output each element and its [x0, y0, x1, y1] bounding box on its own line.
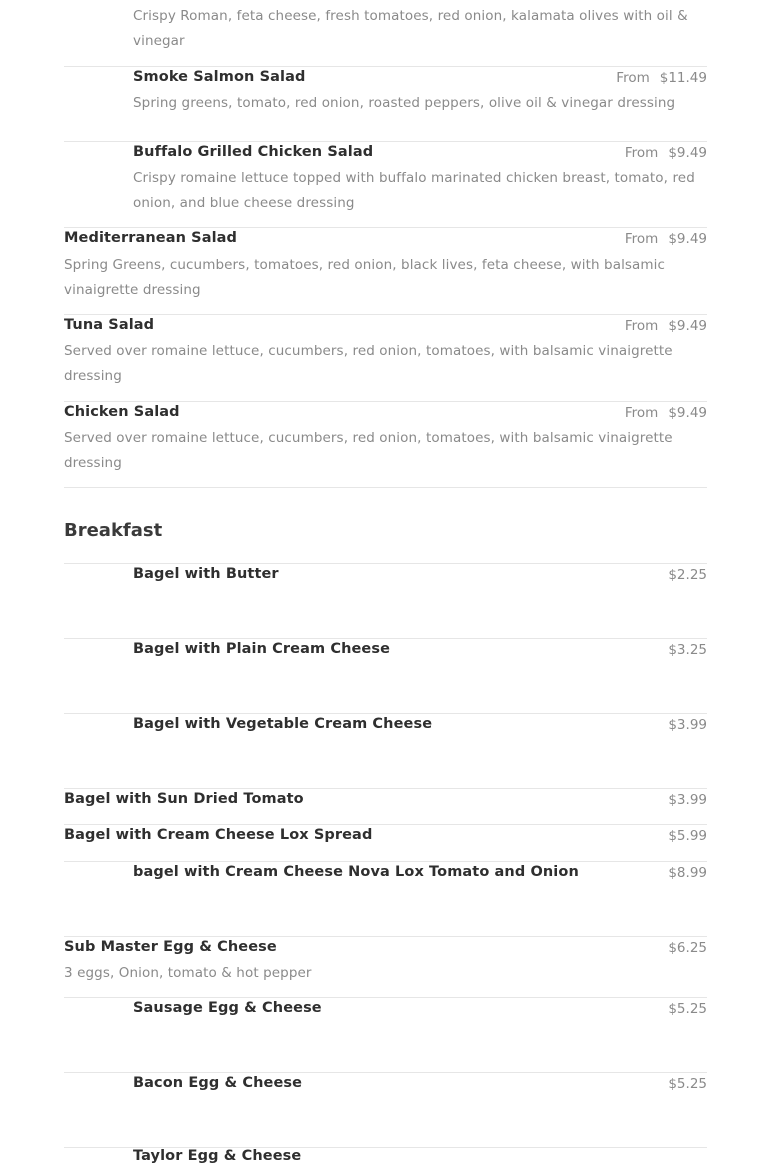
- price-value: $9.49: [668, 145, 707, 161]
- breakfast-7-name[interactable]: Sausage Egg & Cheese: [133, 1000, 322, 1016]
- separator: [64, 563, 707, 564]
- breakfast-2-name[interactable]: Bagel with Vegetable Cream Cheese: [133, 716, 433, 732]
- breakfast-6-name[interactable]: Sub Master Egg & Cheese: [64, 939, 277, 955]
- breakfast-2-price: $3.99: [668, 717, 707, 733]
- salad-1-description: Spring greens, tomato, red onion, roasted peppers, olive oil & vinegar dressing: [133, 95, 676, 111]
- salad-3-name[interactable]: Mediterranean Salad: [64, 230, 238, 246]
- breakfast-1-name[interactable]: Bagel with Plain Cream Cheese: [133, 641, 391, 657]
- salad-4-price: [625, 318, 707, 334]
- price-value: $9.49: [668, 318, 707, 334]
- price-value: $9.49: [668, 231, 707, 247]
- salad-4-description: Served over romaine lettuce, cucumbers, red onion, tomatoes, with balsamic vinaigrette dressing: [64, 343, 673, 384]
- separator: [64, 824, 707, 825]
- salad-5-description: Served over romaine lettuce, cucumbers, red onion, tomatoes, with balsamic vinaigrette dressing: [64, 430, 673, 471]
- from-label: From: [624, 405, 659, 421]
- separator: [64, 788, 707, 789]
- separator: [64, 401, 707, 402]
- breakfast-8-price: $5.25: [668, 1076, 707, 1092]
- breakfast-7-price: $5.25: [668, 1001, 707, 1017]
- salad-5-name[interactable]: Chicken Salad: [64, 404, 180, 420]
- salad-5-price: [625, 405, 707, 421]
- price-value: $11.49: [659, 70, 707, 86]
- separator: [64, 227, 707, 228]
- breakfast-4-price: $5.99: [668, 828, 707, 844]
- salad-0-description: Crispy Roman, feta cheese, fresh tomatoes, red onion, kalamata olives with oil & vinegar: [133, 8, 688, 49]
- salad-1-price: [616, 70, 707, 86]
- breakfast-6-description: 3 eggs, Onion, tomato & hot pepper: [64, 965, 312, 981]
- salad-2-name[interactable]: Buffalo Grilled Chicken Salad: [133, 144, 374, 160]
- section-title-breakfast: Breakfast: [64, 520, 163, 541]
- salad-4-name[interactable]: Tuna Salad: [64, 317, 155, 333]
- price-value: $9.49: [668, 405, 707, 421]
- from-label: From: [624, 231, 659, 247]
- salad-2-description: Crispy romaine lettuce topped with buffalo marinated chicken breast, tomato, red onion, and blue cheese dressing: [133, 170, 695, 211]
- breakfast-0-price: $2.25: [668, 567, 707, 583]
- separator: [64, 638, 707, 639]
- breakfast-5-name[interactable]: bagel with Cream Cheese Nova Lox Tomato and Onion: [133, 864, 579, 880]
- from-label: From: [624, 318, 659, 334]
- breakfast-4-name[interactable]: Bagel with Cream Cheese Lox Spread: [64, 827, 373, 843]
- breakfast-3-price: $3.99: [668, 792, 707, 808]
- salad-3-description: Spring Greens, cucumbers, tomatoes, red onion, black lives, feta cheese, with balsamic vinaigrette dressing: [64, 257, 666, 298]
- separator: [64, 487, 707, 488]
- separator: [64, 314, 707, 315]
- salad-1-name[interactable]: Smoke Salmon Salad: [133, 69, 306, 85]
- breakfast-6-price: $6.25: [668, 940, 707, 956]
- separator: [64, 861, 707, 862]
- breakfast-1-price: $3.25: [668, 642, 707, 658]
- breakfast-3-name[interactable]: Bagel with Sun Dried Tomato: [64, 791, 304, 807]
- breakfast-5-price: $8.99: [668, 865, 707, 881]
- from-label: From: [616, 70, 650, 86]
- breakfast-8-name[interactable]: Bacon Egg & Cheese: [133, 1075, 303, 1091]
- from-label: From: [624, 145, 659, 161]
- salad-3-price: [625, 231, 707, 247]
- salad-2-price: [625, 145, 707, 161]
- separator: [64, 1072, 707, 1073]
- separator: [64, 713, 707, 714]
- separator: [64, 141, 707, 142]
- breakfast-9-name[interactable]: Taylor Egg & Cheese: [133, 1148, 302, 1164]
- breakfast-0-name[interactable]: Bagel with Butter: [133, 566, 279, 582]
- separator: [64, 936, 707, 937]
- separator: [64, 66, 707, 67]
- separator: [64, 997, 707, 998]
